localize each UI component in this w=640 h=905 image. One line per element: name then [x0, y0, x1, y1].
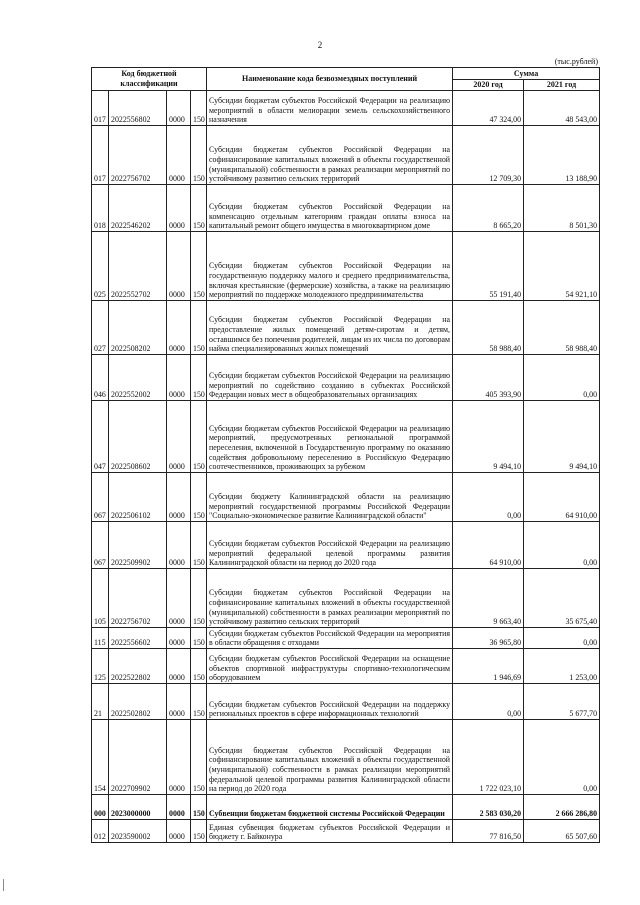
code-part-4: 150 — [191, 569, 207, 628]
subsidies-table — [91, 67, 600, 843]
amount-2020-cell: 9 494,10 — [453, 401, 524, 473]
code-part-2: 2022508202 — [109, 301, 167, 355]
units-label: (тыс.рублей) — [554, 57, 598, 66]
table-row — [92, 820, 600, 843]
amount-2020-cell: 9 663,40 — [453, 569, 524, 628]
amount-2020-cell: 2 583 030,20 — [453, 795, 524, 820]
revenue-name-cell: Субсидии бюджету Калининградской области на реализацию мероприятий государственной программы Российской Федерации "Социально-экономическое развитие Калининградской области" — [207, 473, 453, 522]
table-row — [92, 720, 600, 795]
table-row — [92, 684, 600, 720]
amount-2021-cell: 13 188,90 — [524, 126, 600, 185]
code-part-2: 2022508602 — [109, 401, 167, 473]
table-row — [92, 795, 600, 820]
revenue-name-cell: Субсидии бюджетам субъектов Российской Федерации на поддержку региональных проектов в сфере информационных технологий — [207, 684, 453, 720]
code-part-4: 150 — [191, 795, 207, 820]
code-part-3: 0000 — [167, 232, 191, 301]
amount-2020-cell: 47 324,00 — [453, 91, 524, 126]
code-part-1: 154 — [92, 720, 109, 795]
code-part-3: 0000 — [167, 473, 191, 522]
amount-2020-cell: 405 393,90 — [453, 355, 524, 401]
revenue-name-cell: Субсидии бюджетам субъектов Российской Федерации на оснащение объектов спортивной инфраструктуры спортивно-технологическим оборудованием — [207, 649, 453, 684]
code-part-3: 0000 — [167, 684, 191, 720]
code-part-1: 067 — [92, 473, 109, 522]
table-row — [92, 401, 600, 473]
code-part-3: 0000 — [167, 569, 191, 628]
code-part-3: 0000 — [167, 401, 191, 473]
header-code-cell: Код бюджетной классификации — [92, 68, 207, 91]
code-part-1: 025 — [92, 232, 109, 301]
amount-2020-cell: 77 816,50 — [453, 820, 524, 843]
code-part-4: 150 — [191, 91, 207, 126]
code-part-1: 017 — [92, 91, 109, 126]
code-part-1: 125 — [92, 649, 109, 684]
code-part-4: 150 — [191, 185, 207, 232]
code-part-3: 0000 — [167, 355, 191, 401]
code-part-2: 2022556802 — [109, 91, 167, 126]
amount-2020-cell: 1 722 023,10 — [453, 720, 524, 795]
amount-2020-cell: 8 665,20 — [453, 185, 524, 232]
amount-2021-cell: 1 253,00 — [524, 649, 600, 684]
amount-2021-cell: 65 507,60 — [524, 820, 600, 843]
amount-2020-cell: 64 910,00 — [453, 522, 524, 569]
code-part-3: 0000 — [167, 522, 191, 569]
code-part-2: 2022522802 — [109, 649, 167, 684]
header-year-2021: 2021 год — [524, 80, 600, 91]
code-part-2: 2022556602 — [109, 628, 167, 649]
code-part-1: 115 — [92, 628, 109, 649]
table-row — [92, 232, 600, 301]
code-part-2: 2022552702 — [109, 232, 167, 301]
code-part-4: 150 — [191, 355, 207, 401]
amount-2021-cell: 58 988,40 — [524, 301, 600, 355]
table-row — [92, 185, 600, 232]
code-part-3: 0000 — [167, 628, 191, 649]
amount-2020-cell: 12 709,30 — [453, 126, 524, 185]
code-part-2: 2022502802 — [109, 684, 167, 720]
amount-2021-cell: 0,00 — [524, 628, 600, 649]
code-part-4: 150 — [191, 628, 207, 649]
table-row — [92, 126, 600, 185]
revenue-name-cell: Субсидии бюджетам субъектов Российской Федерации на компенсацию отдельным категориям граждан оплаты взноса на капитальный ремонт общего имущества в многоквартирном доме — [207, 185, 453, 232]
code-part-3: 0000 — [167, 301, 191, 355]
amount-2020-cell: 36 965,80 — [453, 628, 524, 649]
amount-2021-cell: 0,00 — [524, 355, 600, 401]
header-year-2020: 2020 год — [453, 80, 524, 91]
code-part-4: 150 — [191, 401, 207, 473]
code-part-2: 2022709902 — [109, 720, 167, 795]
code-part-4: 150 — [191, 301, 207, 355]
code-part-1: 027 — [92, 301, 109, 355]
code-part-2: 2022552002 — [109, 355, 167, 401]
amount-2021-cell: 2 666 286,80 — [524, 795, 600, 820]
code-part-2: 2023000000 — [109, 795, 167, 820]
table-row — [92, 355, 600, 401]
amount-2021-cell: 0,00 — [524, 720, 600, 795]
code-part-1: 105 — [92, 569, 109, 628]
revenue-name-cell: Субсидии бюджетам субъектов Российской Федерации на софинансирование капитальных вложений в объекты государственной (муниципальной) собственности в рамках реализации мероприятий по устойчивому развитию сельских территорий — [207, 126, 453, 185]
amount-2021-cell: 64 910,00 — [524, 473, 600, 522]
code-part-2: 2022756702 — [109, 126, 167, 185]
table-header-row-1 — [92, 68, 600, 80]
code-part-1: 018 — [92, 185, 109, 232]
table-row — [92, 91, 600, 126]
code-part-4: 150 — [191, 522, 207, 569]
code-part-2: 2023590002 — [109, 820, 167, 843]
amount-2020-cell: 1 946,69 — [453, 649, 524, 684]
revenue-name-cell: Субвенции бюджетам бюджетной системы Российской Федерации — [207, 795, 453, 820]
amount-2020-cell: 58 988,40 — [453, 301, 524, 355]
page-number: 2 — [317, 40, 323, 50]
revenue-name-cell: Субсидии бюджетам субъектов Российской Федерации на предоставление жилых помещений детям-сиротам и детям, оставшимся без попечения родителей, лицам из их числа по договорам найма специализированных жилых помещений — [207, 301, 453, 355]
table-row — [92, 569, 600, 628]
code-part-1: 067 — [92, 522, 109, 569]
code-part-1: 012 — [92, 820, 109, 843]
code-part-1: 017 — [92, 126, 109, 185]
table-row — [92, 628, 600, 649]
amount-2021-cell: 35 675,40 — [524, 569, 600, 628]
revenue-name-cell: Единая субвенция бюджетам субъектов Российской Федерации и бюджету г. Байконура — [207, 820, 453, 843]
code-part-2: 2022756702 — [109, 569, 167, 628]
amount-2021-cell: 9 494,10 — [524, 401, 600, 473]
code-part-1: 000 — [92, 795, 109, 820]
header-name-cell: Наименование кода безвозмездных поступлений — [207, 68, 453, 91]
table-body — [92, 91, 600, 843]
code-part-2: 2022506102 — [109, 473, 167, 522]
revenue-name-cell: Субсидии бюджетам субъектов Российской Федерации на государственную поддержку малого и среднего предпринимательства, включая крестьянские (фермерские) хозяйства, а также на реализацию мероприятий по поддержке молодежного предпринимательства — [207, 232, 453, 301]
revenue-name-cell: Субсидии бюджетам субъектов Российской Федерации на реализацию мероприятий федеральной целевой программы развития Калининградской области на период до 2020 года — [207, 522, 453, 569]
revenue-name-cell: Субсидии бюджетам субъектов Российской Федерации на реализацию мероприятий, предусмотренных региональной программой переселения, включенной в Государственную программу по оказанию содействия добровольному переселению в Российскую Федерацию соотечественников, проживающих за рубежом — [207, 401, 453, 473]
amount-2021-cell: 54 921,10 — [524, 232, 600, 301]
revenue-name-cell: Субсидии бюджетам субъектов Российской Федерации на реализацию мероприятий в области мелиорации земель сельскохозяйственного назначения — [207, 91, 453, 126]
table-row — [92, 522, 600, 569]
revenue-name-cell: Субсидии бюджетам субъектов Российской Федерации на софинансирование капитальных вложений в объекты государственной (муниципальной) собственности в рамках реализации мероприятий федеральной целевой программы развития Калининградской области на период до 2020 года — [207, 720, 453, 795]
header-sum-cell: Сумма — [453, 68, 600, 80]
code-part-4: 150 — [191, 684, 207, 720]
revenue-name-cell: Субсидии бюджетам субъектов Российской Федерации на мероприятия в области обращения с отходами — [207, 628, 453, 649]
code-part-4: 150 — [191, 126, 207, 185]
code-part-4: 150 — [191, 820, 207, 843]
amount-2021-cell: 8 501,30 — [524, 185, 600, 232]
code-part-3: 0000 — [167, 720, 191, 795]
table-row — [92, 473, 600, 522]
amount-2020-cell: 0,00 — [453, 684, 524, 720]
table-row — [92, 301, 600, 355]
revenue-name-cell: Субсидии бюджетам субъектов Российской Федерации на реализацию мероприятий по содействию созданию в субъектах Российской Федерации новых мест в общеобразовательных организациях — [207, 355, 453, 401]
amount-2021-cell: 5 677,70 — [524, 684, 600, 720]
table-row — [92, 649, 600, 684]
code-part-3: 0000 — [167, 185, 191, 232]
code-part-2: 2022546202 — [109, 185, 167, 232]
code-part-4: 150 — [191, 232, 207, 301]
code-part-2: 2022509902 — [109, 522, 167, 569]
amount-2020-cell: 0,00 — [453, 473, 524, 522]
code-part-4: 150 — [191, 720, 207, 795]
revenue-name-cell: Субсидии бюджетам субъектов Российской Федерации на софинансирование капитальных вложений в объекты государственной (муниципальной) собственности в рамках реализации мероприятий по устойчивому развитию сельских территорий — [207, 569, 453, 628]
scan-edge-mark — [3, 879, 4, 891]
code-part-1: 046 — [92, 355, 109, 401]
code-part-3: 0000 — [167, 91, 191, 126]
code-part-1: 047 — [92, 401, 109, 473]
code-part-3: 0000 — [167, 126, 191, 185]
code-part-4: 150 — [191, 649, 207, 684]
code-part-4: 150 — [191, 473, 207, 522]
amount-2021-cell: 0,00 — [524, 522, 600, 569]
code-part-1: 21 — [92, 684, 109, 720]
amount-2021-cell: 48 543,00 — [524, 91, 600, 126]
code-part-3: 0000 — [167, 795, 191, 820]
amount-2020-cell: 55 191,40 — [453, 232, 524, 301]
code-part-3: 0000 — [167, 649, 191, 684]
code-part-3: 0000 — [167, 820, 191, 843]
